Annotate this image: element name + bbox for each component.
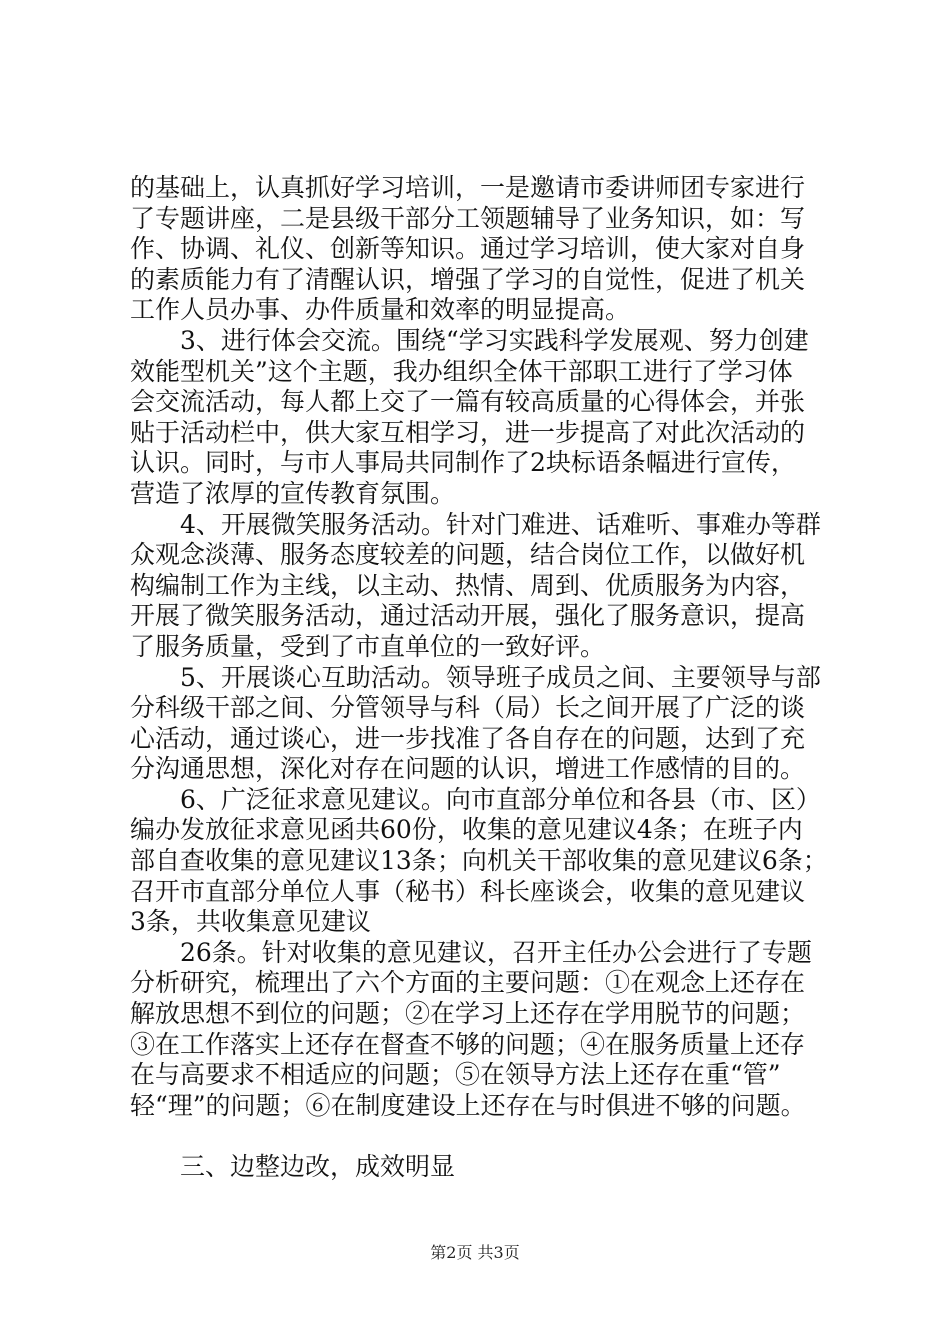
paragraph-start-line: 26条。针对收集的意见建议，召开主任办公会进行了专题	[180, 937, 812, 967]
document-body	[130, 173, 830, 1183]
paragraph-start-line: 5、开展谈心互助活动。领导班子成员之间、主要领导与部	[180, 662, 821, 692]
text-line: 营造了浓厚的宣传教育氛围。	[130, 478, 456, 508]
text-line: 众观念淡薄、服务态度较差的问题，结合岗位工作，以做好机	[130, 540, 806, 570]
text-line: 认识。同时，与市人事局共同制作了2块标语条幅进行宣传，	[130, 448, 796, 478]
text-line: 了专题讲座，二是县级干部分工领题辅导了业务知识，如：写	[130, 203, 806, 233]
text-line: 轻“理”的问题；⑥在制度建设上还存在与时俱进不够的问题。	[130, 1090, 806, 1120]
paragraph-gap	[130, 1121, 830, 1152]
text-line: 在与高要求不相适应的问题；⑤在领导方法上还存在重“管”	[130, 1060, 781, 1090]
text-line: 效能型机关”这个主题，我办组织全体干部职工进行了学习体	[130, 356, 793, 386]
text-line: 会交流活动，每人都上交了一篇有较高质量的心得体会，并张	[130, 387, 806, 417]
text-line: 心活动，通过谈心，进一步找准了各自存在的问题，达到了充	[130, 723, 806, 753]
text-line: 开展了微笑服务活动，通过活动开展，强化了服务意识，提高	[130, 601, 806, 631]
text-line: 作、协调、礼仪、创新等知识。通过学习培训，使大家对自身	[130, 234, 806, 264]
text-line: 的素质能力有了清醒认识，增强了学习的自觉性，促进了机关	[130, 264, 806, 294]
text-line: 3条，共收集意见建议	[130, 907, 371, 937]
text-line: 构编制工作为主线，以主动、热情、周到、优质服务为内容，	[130, 570, 806, 600]
page-footer	[0, 1243, 950, 1263]
text-line: 召开市直部分单位人事（秘书）科长座谈会，收集的意见建议	[130, 876, 806, 906]
text-line: 解放思想不到位的问题；②在学习上还存在学用脱节的问题；	[130, 999, 806, 1029]
text-line: 部自查收集的意见建议13条；向机关干部收集的意见建议6条；	[130, 846, 828, 876]
text-line: 了服务质量，受到了市直单位的一致好评。	[130, 631, 606, 661]
text-line: 分沟通思想，深化对存在问题的认识，增进工作感情的目的。	[130, 754, 806, 784]
text-line: 编办发放征求意见函共60份，收集的意见建议4条；在班子内	[130, 815, 803, 845]
paragraph-start-line: 6、广泛征求意见建议。向市直部分单位和各县（市、区）	[180, 784, 821, 814]
text-line: ③在工作落实上还存在督查不够的问题；④在服务质量上还存	[130, 1029, 806, 1059]
paragraph-start-line: 4、开展微笑服务活动。针对门难进、话难听、事难办等群	[180, 509, 821, 539]
text-line: 分析研究，梳理出了六个方面的主要问题：①在观念上还存在	[130, 968, 806, 998]
text-line: 贴于活动栏中，供大家互相学习，进一步提高了对此次活动的	[130, 417, 806, 447]
paragraph-start-line: 3、进行体会交流。围绕“学习实践科学发展观、努力创建	[180, 325, 809, 355]
text-line: 工作人员办事、办件质量和效率的明显提高。	[130, 295, 631, 325]
section-heading: 三、边整边改，成效明显	[180, 1152, 456, 1181]
page-number-label: 第2页 共3页	[430, 1243, 520, 1262]
text-line: 分科级干部之间、分管领导与科（局）长之间开展了广泛的谈	[130, 693, 806, 723]
text-line: 的基础上，认真抓好学习培训，一是邀请市委讲师团专家进行	[130, 173, 806, 202]
